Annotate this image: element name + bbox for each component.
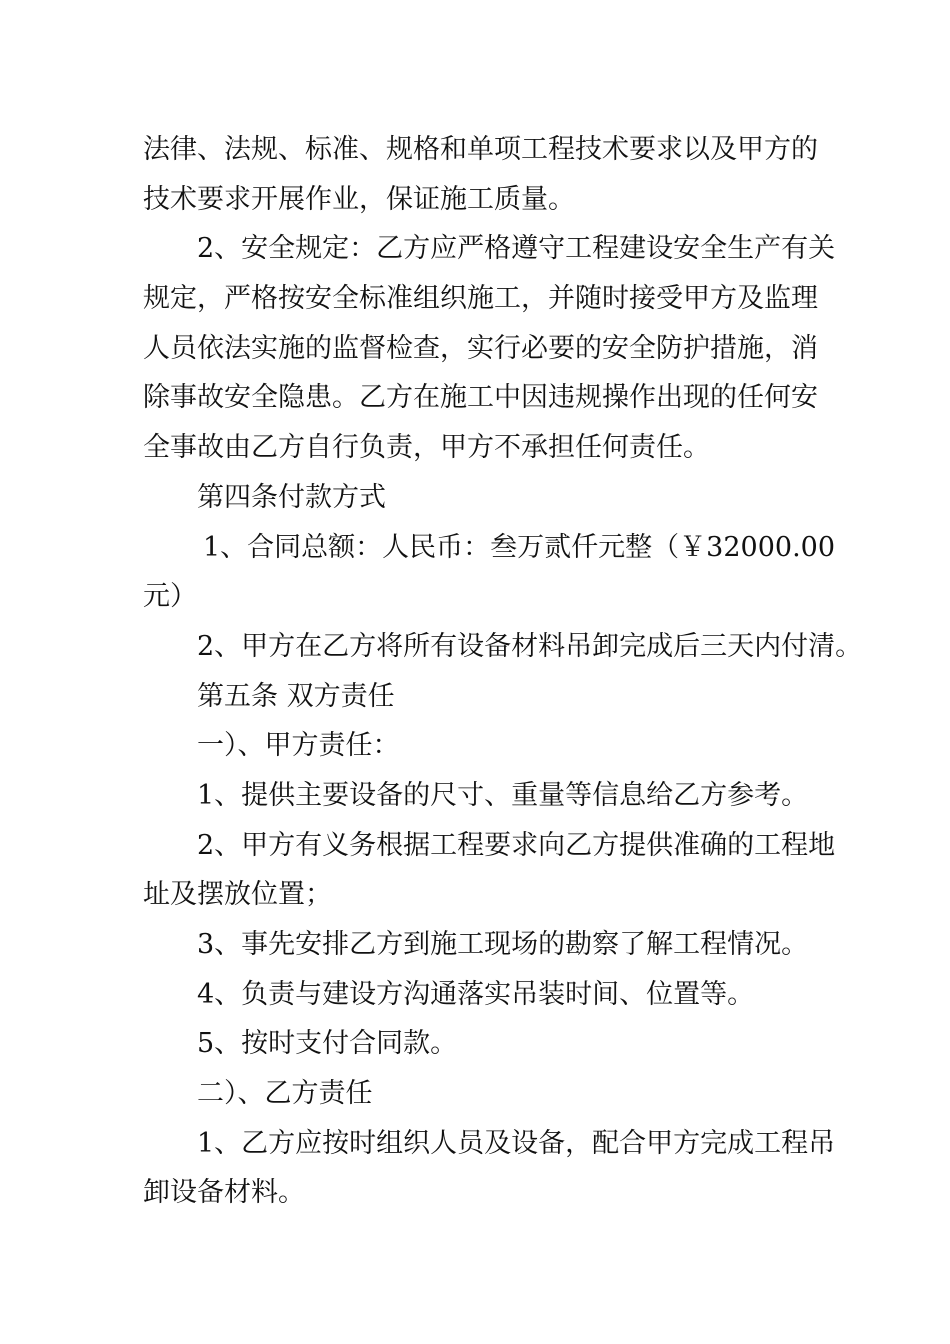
section-heading: 第五条 双方责任 xyxy=(197,680,395,712)
text-line: 1、提供主要设备的尺寸、重量等信息给乙方参考。 xyxy=(197,779,809,811)
text-line: 5、按时支付合同款。 xyxy=(197,1028,458,1060)
text-line: 技术要求开展作业，保证施工质量。 xyxy=(143,183,575,215)
subsection-heading: 二）、乙方责任 xyxy=(197,1078,373,1110)
text-line: 2、甲方在乙方将所有设备材料吊卸完成后三天内付清。 xyxy=(197,630,863,662)
text-line: 1、合同总额：人民币：叁万贰仟元整（￥32000.00 xyxy=(203,531,836,563)
text-line: 4、负责与建设方沟通落实吊装时间、位置等。 xyxy=(197,978,755,1010)
text-line: 3、事先安排乙方到施工现场的勘察了解工程情况。 xyxy=(197,929,809,960)
text-line: 2、安全规定：乙方应严格遵守工程建设安全生产有关 xyxy=(197,233,836,265)
subsection-heading: 一）、甲方责任： xyxy=(197,730,400,762)
text-line: 卸设备材料。 xyxy=(143,1177,305,1209)
text-line: 规定，严格按安全标准组织施工，并随时接受甲方及监理 xyxy=(143,283,818,315)
text-line: 1、乙方应按时组织人员及设备，配合甲方完成工程吊 xyxy=(197,1127,836,1159)
text-line: 址及摆放位置； xyxy=(143,879,332,911)
section-heading: 第四条付款方式 xyxy=(197,481,386,513)
text-line: 人员依法实施的监督检查，实行必要的安全防护措施，消 xyxy=(143,332,818,364)
text-line: 除事故安全隐患。乙方在施工中因违规操作出现的任何安 xyxy=(143,382,818,414)
text-line: 法律、法规、标准、规格和单项工程技术要求以及甲方的 xyxy=(143,134,818,165)
document-body xyxy=(143,125,863,1218)
text-line: 全事故由乙方自行负责，甲方不承担任何责任。 xyxy=(143,432,710,464)
text-line: 元） xyxy=(143,581,197,613)
text-line: 2、甲方有义务根据工程要求向乙方提供准确的工程地 xyxy=(197,829,836,861)
